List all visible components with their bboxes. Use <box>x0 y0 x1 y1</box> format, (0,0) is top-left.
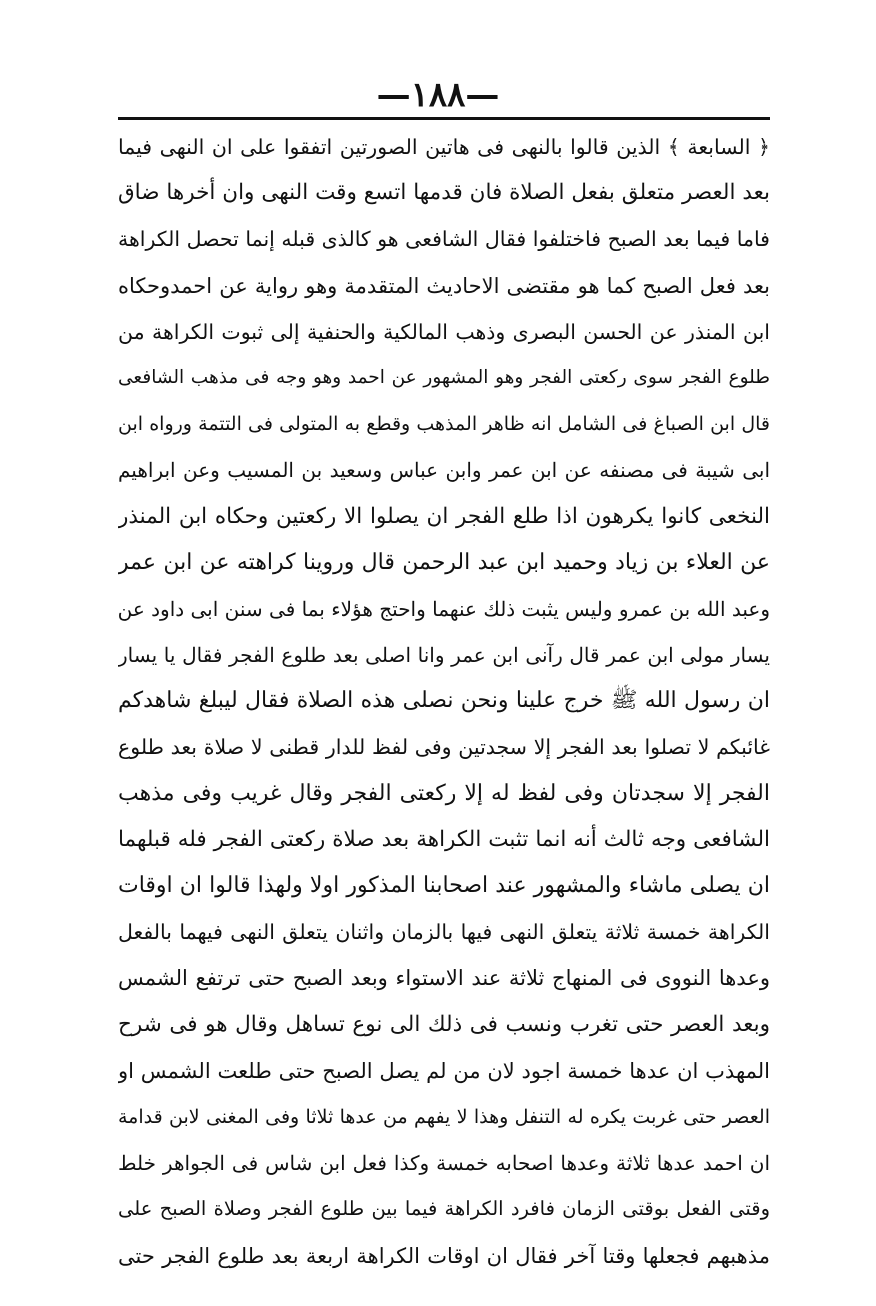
text-line: ان احمد عدها ثلاثة وعدها اصحابه خمسة وكذا فعل ابن شاس فى الجواهر خلط <box>118 1151 770 1176</box>
text-line: ابى شيبة فى مصنفه عن ابن عمر وابن عباس وسعيد بن المسيب وعن ابراهيم <box>118 458 770 483</box>
text-line: طلوع الفجر سوى ركعتى الفجر وهو المشهور عن احمد وهو وجه فى مذهب الشافعى <box>118 366 770 388</box>
text-line: بعد العصر متعلق بفعل الصلاة فان قدمها اتسع وقت النهى وان أخرها ضاق <box>118 180 770 206</box>
text-line: وبعد العصر حتى تغرب ونسب فى ذلك الى نوع تساهل وقال هو فى شرح <box>118 1011 770 1037</box>
text-line: الشافعى وجه ثالث أنه انما تثبت الكراهة بعد صلاة ركعتى الفجر فله قبلهما <box>118 826 770 852</box>
text-line: الكراهة خمسة ثلاثة يتعلق النهى فيها بالزمان واثنان يتعلق النهى فيهما بالفعل <box>118 920 770 945</box>
text-line: وقتى الفعل بوقتى الزمان فافرد الكراهة فيما بين طلوع الفجر وصلاة الصبح على <box>118 1197 770 1221</box>
text-line: ان يصلى ماشاء والمشهور عند اصحابنا المذكور اولا ولهذا قالوا ان اوقات <box>118 873 770 898</box>
text-line: ابن المنذر عن الحسن البصرى وذهب المالكية والحنفية إلى ثبوت الكراهة من <box>118 319 770 344</box>
text-line: مذهبهم فجعلها وقتا آخر فقال ان اوقات الكراهة اربعة بعد طلوع الفجر حتى <box>118 1243 770 1268</box>
text-line: غائبكم لا تصلوا بعد الفجر إلا سجدتين وفى لفظ للدار قطنى لا صلاة بعد طلوع <box>118 735 770 760</box>
text-line: يسار مولى ابن عمر قال رآنى ابن عمر وانا اصلى بعد طلوع الفجر فقال يا يسار <box>118 643 770 668</box>
text-line: ﴿ السابعة ﴾ الذين قالوا بالنهى فى هاتين الصورتين اتفقوا على ان النهى فيما <box>118 135 770 159</box>
text-line: ان رسول الله ﷺ خرج علينا ونحن نصلى هذه الصلاة فقال ليبلغ شاهدكم <box>118 688 770 714</box>
text-line: وعبد الله بن عمرو وليس يثبت ذلك عنهما واحتج هؤلاء بما فى سنن ابى داود عن <box>118 596 770 621</box>
header-rule <box>118 117 770 120</box>
page-number: —۱۸۸— <box>376 75 500 115</box>
body-text <box>118 124 770 1279</box>
text-line: الفجر إلا سجدتان وفى لفظ له إلا ركعتى الفجر وقال غريب وفى مذهب <box>118 780 770 806</box>
text-line: بعد فعل الصبح كما هو مقتضى الاحاديث المتقدمة وهو رواية عن احمدوحكاه <box>118 273 770 298</box>
text-line: النخعى كانوا يكرهون اذا طلع الفجر ان يصلوا الا ركعتين وحكاه ابن المنذر <box>118 503 770 529</box>
text-line: العصر حتى غربت يكره له التنفل وهذا لا يفهم من عدها ثلاثا وفى المغنى لابن قدامة <box>118 1105 770 1128</box>
text-line: وعدها النووى فى المنهاج ثلاثة عند الاستواء وبعد الصبح حتى ترتفع الشمس <box>118 966 770 991</box>
text-line: عن العلاء بن زياد وحميد ابن عبد الرحمن قال وروينا كراهته عن ابن عمر <box>118 549 770 575</box>
text-line: قال ابن الصباغ فى الشامل انه ظاهر المذهب وقطع به المتولى فى التتمة ورواه ابن <box>118 413 770 436</box>
text-line: المهذب ان عدها خمسة اجود لان من لم يصل الصبح حتى طلعت الشمس او <box>118 1058 770 1083</box>
text-line: فاما فيما بعد الصبح فاختلفوا فقال الشافعى هو كالذى قبله إنما تحصل الكراهة <box>118 227 770 252</box>
